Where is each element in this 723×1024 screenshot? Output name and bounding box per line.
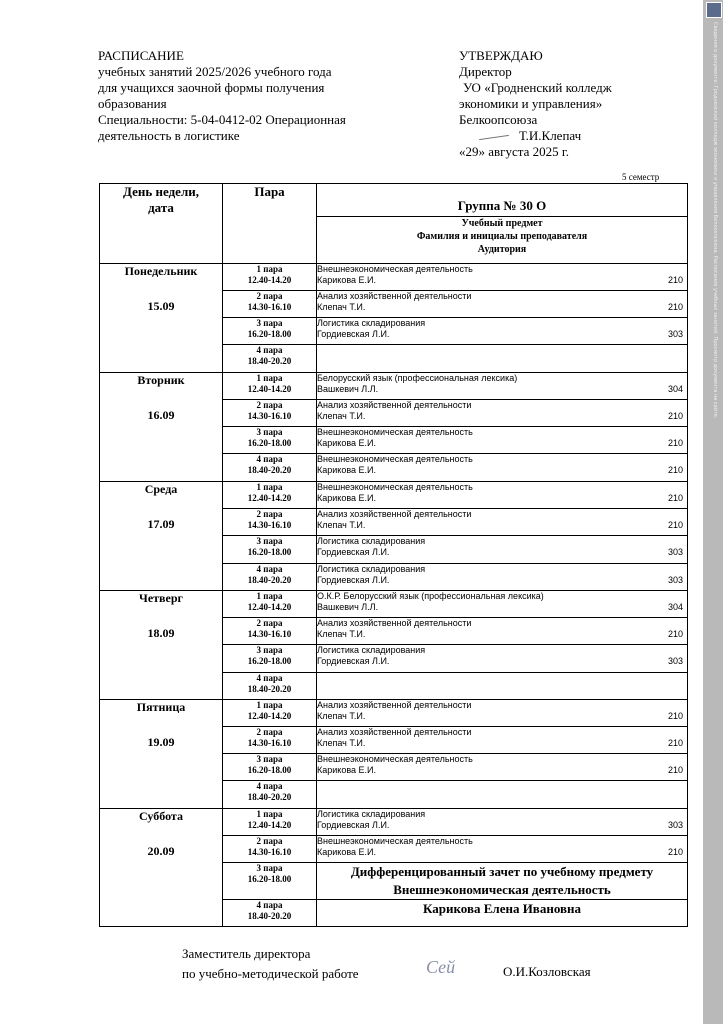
subject-cell xyxy=(317,564,688,591)
para-time: 12.40-14.20 xyxy=(247,493,292,503)
subject-cell xyxy=(317,373,688,400)
room-number: 303 xyxy=(667,547,683,557)
para-number: 4 пара xyxy=(256,564,283,574)
para-cell xyxy=(223,727,317,754)
document-info-strip xyxy=(703,0,723,1024)
group-title: Группа № 30 О xyxy=(317,198,687,217)
para-time: 14.30-16.10 xyxy=(247,738,292,748)
schedule-subtitle-1: учебных занятий 2025/2026 учебного года xyxy=(98,64,332,79)
teacher-row xyxy=(317,384,687,395)
deputy-department: по учебно-методической работе xyxy=(182,966,359,981)
teacher-name: Клепач Т.И. xyxy=(317,711,366,721)
para-time: 14.30-16.10 xyxy=(247,411,292,421)
subject-name: Внешнеэкономическая деятельность xyxy=(317,836,473,846)
subject-cell xyxy=(317,400,688,427)
para-cell xyxy=(223,291,317,318)
para-time: 14.30-16.10 xyxy=(247,847,292,857)
para-number: 1 пара xyxy=(256,809,283,819)
table-row xyxy=(100,373,688,400)
document-info-text: Сведения о документе: Гродненский колледж экономики и управления Белкоопсоюза. Расписание учебных занятий. Просмотр документа на сайте. xyxy=(712,22,718,419)
teacher-row xyxy=(317,520,687,531)
para-cell xyxy=(223,264,317,291)
para-time: 16.20-18.00 xyxy=(247,438,292,448)
room-number: 210 xyxy=(667,438,683,448)
day-cell xyxy=(100,264,223,373)
room-number: 303 xyxy=(667,329,683,339)
day-name: Суббота xyxy=(139,809,183,823)
para-number: 2 пара xyxy=(256,509,283,519)
teacher-name: Клепач Т.И. xyxy=(317,302,366,312)
teacher-name: Карикова Е.И. xyxy=(317,847,376,857)
para-cell xyxy=(223,454,317,482)
schedule-table xyxy=(99,183,688,927)
teacher-row xyxy=(317,438,687,449)
para-number: 2 пара xyxy=(256,836,283,846)
header-teacher: Фамилия и инициалы преподавателя xyxy=(416,231,588,242)
room-number: 210 xyxy=(667,275,683,285)
teacher-row xyxy=(317,765,687,776)
table-row xyxy=(100,264,688,291)
subject-name: Анализ хозяйственной деятельности xyxy=(317,509,472,519)
room-number: 304 xyxy=(667,602,683,612)
schedule-subtitle-2: для учащихся заочной формы получения xyxy=(98,80,325,95)
para-number: 1 пара xyxy=(256,264,283,274)
teacher-row xyxy=(317,329,687,340)
para-time: 18.40-20.20 xyxy=(247,575,292,585)
day-cell xyxy=(100,700,223,809)
teacher-name: Карикова Е.И. xyxy=(317,493,376,503)
para-time: 14.30-16.10 xyxy=(247,629,292,639)
teacher-row xyxy=(317,575,687,586)
para-number: 2 пара xyxy=(256,400,283,410)
day-date: 19.09 xyxy=(147,735,175,749)
day-date: 20.09 xyxy=(147,844,175,858)
subject-name: Логистика складирования xyxy=(317,536,426,546)
teacher-name: Гордиевская Л.И. xyxy=(317,575,390,585)
teacher-name: Гордиевская Л.И. xyxy=(317,656,390,666)
para-cell xyxy=(223,427,317,454)
teacher-row xyxy=(317,711,687,722)
para-number: 1 пара xyxy=(256,700,283,710)
para-cell xyxy=(223,836,317,863)
subject-cell xyxy=(317,291,688,318)
para-number: 1 пара xyxy=(256,591,283,601)
para-cell xyxy=(223,700,317,727)
subject-cell xyxy=(317,727,688,754)
subject-name: Белорусский язык (профессиональная лексика) xyxy=(317,373,518,383)
approver-org-3: Белкоопсоюза xyxy=(459,112,538,127)
para-time: 16.20-18.00 xyxy=(247,874,292,884)
para-cell xyxy=(223,809,317,836)
approver-name: Т.И.Клепач xyxy=(519,128,582,143)
teacher-name: Клепач Т.И. xyxy=(317,520,366,530)
para-time: 16.20-18.00 xyxy=(247,765,292,775)
teacher-row xyxy=(317,820,687,831)
teacher-name: Карикова Е.И. xyxy=(317,438,376,448)
subject-name: Анализ хозяйственной деятельности xyxy=(317,618,472,628)
subject-cell xyxy=(317,264,688,291)
room-number: 303 xyxy=(667,820,683,830)
signature-mark xyxy=(479,134,509,139)
teacher-name: Вашкевич Л.Л. xyxy=(317,602,379,612)
para-time: 18.40-20.20 xyxy=(247,356,292,366)
approver-position: Директор xyxy=(459,64,512,79)
subject-name: Анализ хозяйственной деятельности xyxy=(317,727,472,737)
subject-name: Логистика складирования xyxy=(317,564,426,574)
para-number: 4 пара xyxy=(256,900,283,910)
para-number: 3 пара xyxy=(256,645,283,655)
para-cell xyxy=(223,564,317,591)
day-name: Пятница xyxy=(136,700,186,714)
col-header-day: День недели, дата xyxy=(100,184,223,264)
teacher-name: Карикова Е.И. xyxy=(317,765,376,775)
para-cell xyxy=(223,673,317,700)
table-row xyxy=(100,809,688,836)
room-number: 210 xyxy=(667,411,683,421)
deputy-name: О.И.Козловская xyxy=(503,964,591,979)
subject-cell xyxy=(317,591,688,618)
subject-name: Логистика складирования xyxy=(317,645,426,655)
header-room: Аудитория xyxy=(477,244,527,255)
day-date: 15.09 xyxy=(147,299,175,313)
subject-cell xyxy=(317,836,688,863)
room-number: 303 xyxy=(667,575,683,585)
para-cell xyxy=(223,754,317,781)
para-cell xyxy=(223,318,317,345)
para-cell xyxy=(223,509,317,536)
subject-cell xyxy=(317,618,688,645)
header-subject: Учебный предмет xyxy=(461,218,543,229)
specialty-line-1: Специальности: 5-04-0412-02 Операционная xyxy=(98,112,346,127)
deputy-signature: Сей xyxy=(426,957,456,977)
teacher-row xyxy=(317,847,687,858)
para-time: 18.40-20.20 xyxy=(247,465,292,475)
approver-org-1: УО «Гродненский колледж xyxy=(463,80,612,95)
room-number: 304 xyxy=(667,384,683,394)
room-number: 210 xyxy=(667,847,683,857)
para-time: 12.40-14.20 xyxy=(247,711,292,721)
day-name: Среда xyxy=(144,482,178,496)
para-time: 18.40-20.20 xyxy=(247,792,292,802)
para-time: 18.40-20.20 xyxy=(247,684,292,694)
schedule-header xyxy=(98,48,346,144)
para-cell xyxy=(223,645,317,673)
para-time: 16.20-18.00 xyxy=(247,329,292,339)
deputy-title: Заместитель директора xyxy=(182,946,311,961)
room-number: 210 xyxy=(667,493,683,503)
specialty-line-2: деятельность в логистике xyxy=(98,128,240,143)
para-time: 14.30-16.10 xyxy=(247,520,292,530)
subject-name: Анализ хозяйственной деятельности xyxy=(317,700,472,710)
teacher-row xyxy=(317,656,687,667)
day-cell xyxy=(100,482,223,591)
subject-name: Внешнеэкономическая деятельность xyxy=(317,264,473,274)
teacher-row xyxy=(317,547,687,558)
para-cell xyxy=(223,400,317,427)
teacher-row xyxy=(317,493,687,504)
teacher-row xyxy=(317,465,687,476)
para-number: 2 пара xyxy=(256,727,283,737)
teacher-name: Клепач Т.И. xyxy=(317,411,366,421)
teacher-name: Карикова Е.И. xyxy=(317,465,376,475)
table-row xyxy=(100,700,688,727)
teacher-name: Клепач Т.И. xyxy=(317,738,366,748)
para-cell xyxy=(223,781,317,809)
subject-name: Логистика складирования xyxy=(317,809,426,819)
para-time: 12.40-14.20 xyxy=(247,820,292,830)
subject-name: Анализ хозяйственной деятельности xyxy=(317,291,472,301)
para-time: 12.40-14.20 xyxy=(247,275,292,285)
room-number: 210 xyxy=(667,302,683,312)
exam-teacher: Карикова Елена Ивановна xyxy=(422,901,582,916)
approval-date: «29» августа 2025 г. xyxy=(459,144,569,159)
day-name: Четверг xyxy=(139,591,183,605)
para-cell xyxy=(223,536,317,564)
para-number: 3 пара xyxy=(256,536,283,546)
room-number: 210 xyxy=(667,465,683,475)
para-number: 3 пара xyxy=(256,863,283,873)
subject-name: Логистика складирования xyxy=(317,318,426,328)
para-cell xyxy=(223,900,317,927)
subject-name: Внешнеэкономическая деятельность xyxy=(317,482,473,492)
subject-cell xyxy=(317,509,688,536)
para-number: 3 пара xyxy=(256,427,283,437)
teacher-name: Гордиевская Л.И. xyxy=(317,820,390,830)
footer-signoff xyxy=(182,944,359,984)
approve-label: УТВЕРЖДАЮ xyxy=(459,48,543,63)
para-time: 12.40-14.20 xyxy=(247,602,292,612)
exam-teacher-cell xyxy=(317,900,688,927)
subject-cell xyxy=(317,318,688,345)
subject-cell xyxy=(317,482,688,509)
room-number: 210 xyxy=(667,738,683,748)
room-number: 210 xyxy=(667,765,683,775)
day-date: 18.09 xyxy=(147,626,175,640)
schedule-subtitle-3: образования xyxy=(98,96,167,111)
schedule-title: РАСПИСАНИЕ xyxy=(98,48,184,63)
para-number: 1 пара xyxy=(256,373,283,383)
teacher-row xyxy=(317,738,687,749)
teacher-row xyxy=(317,602,687,613)
teacher-name: Клепач Т.И. xyxy=(317,629,366,639)
table-row xyxy=(100,482,688,509)
room-number: 210 xyxy=(667,711,683,721)
room-number: 210 xyxy=(667,520,683,530)
teacher-name: Гордиевская Л.И. xyxy=(317,547,390,557)
para-cell xyxy=(223,482,317,509)
para-time: 16.20-18.00 xyxy=(247,547,292,557)
teacher-row xyxy=(317,302,687,313)
exam-subject: Внешнеэкономическая деятельность xyxy=(393,882,611,897)
subject-name: Внешнеэкономическая деятельность xyxy=(317,427,473,437)
room-number: 210 xyxy=(667,629,683,639)
para-number: 1 пара xyxy=(256,482,283,492)
day-date: 16.09 xyxy=(147,408,175,422)
col-header-para: Пара xyxy=(223,184,317,264)
exam-cell xyxy=(317,863,688,900)
subject-cell xyxy=(317,781,688,809)
subject-cell xyxy=(317,673,688,700)
teacher-row xyxy=(317,629,687,640)
para-time: 12.40-14.20 xyxy=(247,384,292,394)
logo-icon xyxy=(706,2,722,18)
exam-line-1: Дифференцированный зачет по учебному предмету xyxy=(350,864,654,879)
para-cell xyxy=(223,591,317,618)
para-number: 3 пара xyxy=(256,754,283,764)
day-cell xyxy=(100,373,223,482)
para-time: 18.40-20.20 xyxy=(247,911,292,921)
para-time: 14.30-16.10 xyxy=(247,302,292,312)
para-time: 16.20-18.00 xyxy=(247,656,292,666)
subject-cell xyxy=(317,645,688,673)
subject-cell xyxy=(317,454,688,482)
day-name: Понедельник xyxy=(124,264,198,278)
subject-name: Анализ хозяйственной деятельности xyxy=(317,400,472,410)
teacher-name: Гордиевская Л.И. xyxy=(317,329,390,339)
teacher-name: Вашкевич Л.Л. xyxy=(317,384,379,394)
para-cell xyxy=(223,345,317,373)
para-number: 4 пара xyxy=(256,345,283,355)
approval-block xyxy=(459,48,612,160)
para-cell xyxy=(223,373,317,400)
subject-name: Внешнеэкономическая деятельность xyxy=(317,754,473,764)
day-cell xyxy=(100,809,223,927)
para-number: 4 пара xyxy=(256,454,283,464)
subject-name: Внешнеэкономическая деятельность xyxy=(317,454,473,464)
subject-cell xyxy=(317,809,688,836)
subject-cell xyxy=(317,345,688,373)
para-number: 4 пара xyxy=(256,673,283,683)
subject-cell xyxy=(317,427,688,454)
subject-cell xyxy=(317,754,688,781)
subject-cell xyxy=(317,536,688,564)
para-cell xyxy=(223,618,317,645)
para-cell xyxy=(223,863,317,900)
day-name: Вторник xyxy=(137,373,185,387)
approver-sign-row xyxy=(459,128,612,144)
day-date: 17.09 xyxy=(147,517,175,531)
subject-cell xyxy=(317,700,688,727)
para-number: 3 пара xyxy=(256,318,283,328)
para-number: 2 пара xyxy=(256,618,283,628)
day-cell xyxy=(100,591,223,700)
col-header-group xyxy=(317,184,688,264)
teacher-row xyxy=(317,275,687,286)
table-row xyxy=(100,591,688,618)
subject-name: О.К.Р. Белорусский язык (профессиональная лексика) xyxy=(317,591,544,601)
teacher-name: Карикова Е.И. xyxy=(317,275,376,285)
semester-label: 5 семестр xyxy=(622,172,660,182)
approver-org-2: экономики и управления» xyxy=(459,96,603,111)
room-number: 303 xyxy=(667,656,683,666)
para-number: 4 пара xyxy=(256,781,283,791)
para-number: 2 пара xyxy=(256,291,283,301)
teacher-row xyxy=(317,411,687,422)
